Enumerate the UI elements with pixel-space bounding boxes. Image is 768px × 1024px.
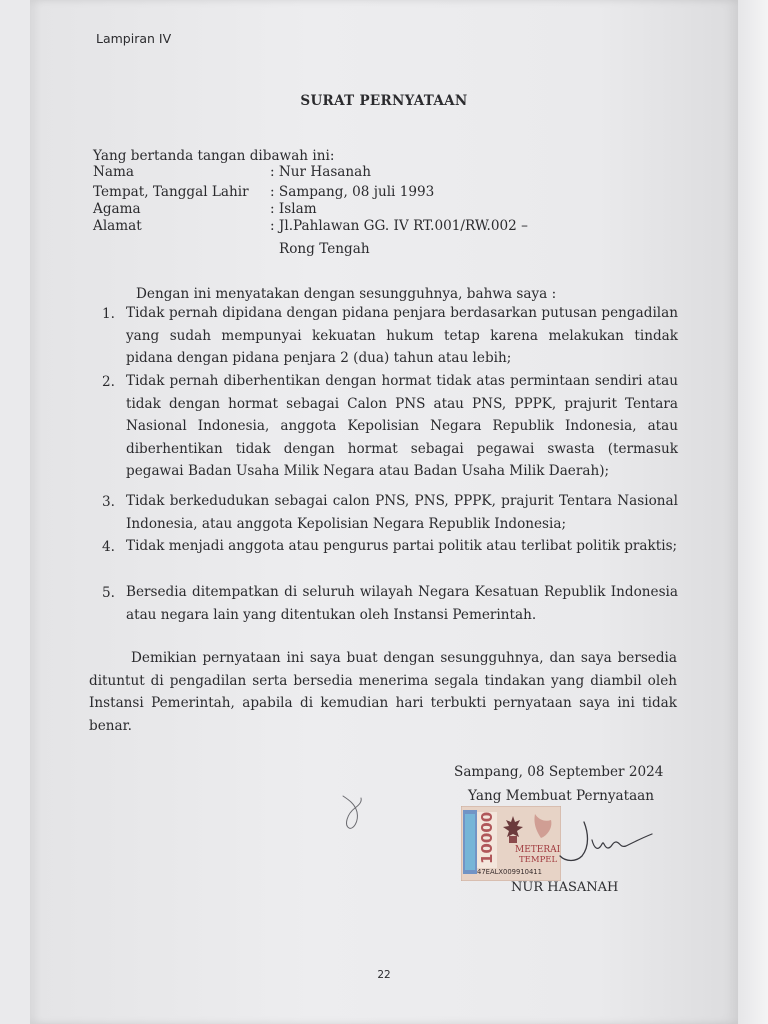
identity-value-address-cont: Rong Tengah — [279, 241, 370, 257]
statement-item: Tidak pernah diberhentikan dengan hormat tidak atas permintaan sendiri atau tidak dengan hormat sebagai Calon PNS atau PNS, PPPK, prajurit Tentara Nasional Indonesia, anggota Kepolisian Negara Republik Indonesia, atau diberhentikan tidak dengan hormat sebagai pegawai swasta (termasuk pegawai Badan Usaha Milik Negara atau Badan Usaha Milik Daerah); — [126, 373, 678, 480]
identity-label-name: Nama — [93, 164, 134, 180]
statement-number: 1. — [102, 306, 115, 322]
initial-mark-icon — [335, 790, 375, 840]
stamp-serial: 47EALX009910411 — [477, 868, 542, 876]
statement-item: Tidak berkedudukan sebagai calon PNS, PNS, PPPK, prajurit Tentara Nasional Indonesia, atau anggota Kepolisian Negara Republik Indonesia; — [126, 493, 678, 532]
intro-text: Yang bertanda tangan dibawah ini: — [93, 148, 335, 164]
page-number: 22 — [377, 969, 391, 981]
identity-value-address: : Jl.Pahlawan GG. IV RT.001/RW.002 – — [270, 218, 528, 234]
page-right-margin — [738, 0, 768, 1024]
identity-value-birth: : Sampang, 08 juli 1993 — [270, 184, 435, 200]
statement-number: 5. — [102, 585, 115, 601]
stamp-denomination: 10000 — [478, 811, 496, 864]
closing-paragraph: Demikian pernyataan ini saya buat dengan sesungguhnya, dan saya bersedia dituntut di pengadilan serta bersedia menerima segala tindakan yang diambil oleh Instansi Pemerintah, apabila di kemudian hari terbukti pernyataan saya ini tidak benar. — [89, 650, 677, 734]
identity-label-birth: Tempat, Tanggal Lahir — [93, 184, 249, 200]
stamp-label-line2: TEMPEL — [519, 855, 558, 865]
signature-icon — [540, 812, 660, 870]
statement-item: Bersedia ditempatkan di seluruh wilayah Negara Kesatuan Republik Indonesia atau negara lain yang ditentukan oleh Instansi Pemerintah. — [126, 584, 678, 623]
page-left-margin — [0, 0, 30, 1024]
identity-label-address: Alamat — [93, 218, 142, 234]
signer-label: Yang Membuat Pernyataan — [468, 788, 655, 804]
signer-name: NUR HASANAH — [511, 880, 619, 895]
statement-number: 4. — [102, 539, 115, 555]
statement-item: Tidak pernah dipidana dengan pidana penjara berdasarkan putusan pengadilan yang sudah mempunyai kekuatan hukum tetap karena melakukan tindak pidana dengan pidana penjara 2 (dua) tahun atau lebih; — [126, 305, 678, 367]
statement-number: 3. — [102, 494, 115, 510]
place-date: Sampang, 08 September 2024 — [454, 764, 664, 780]
document-title: SURAT PERNYATAAN — [300, 93, 468, 109]
identity-value-name: : Nur Hasanah — [270, 164, 372, 180]
statement-number: 2. — [102, 374, 115, 390]
statement-item: Tidak menjadi anggota atau pengurus partai politik atau terlibat politik praktis; — [126, 538, 678, 554]
identity-label-religion: Agama — [93, 201, 141, 217]
attachment-label: Lampiran IV — [96, 31, 172, 46]
stamp-label-line1: METERAI — [515, 845, 561, 855]
statement-intro: Dengan ini menyatakan dengan sesungguhnya, bahwa saya : — [136, 286, 557, 302]
identity-value-religion: : Islam — [270, 201, 317, 217]
